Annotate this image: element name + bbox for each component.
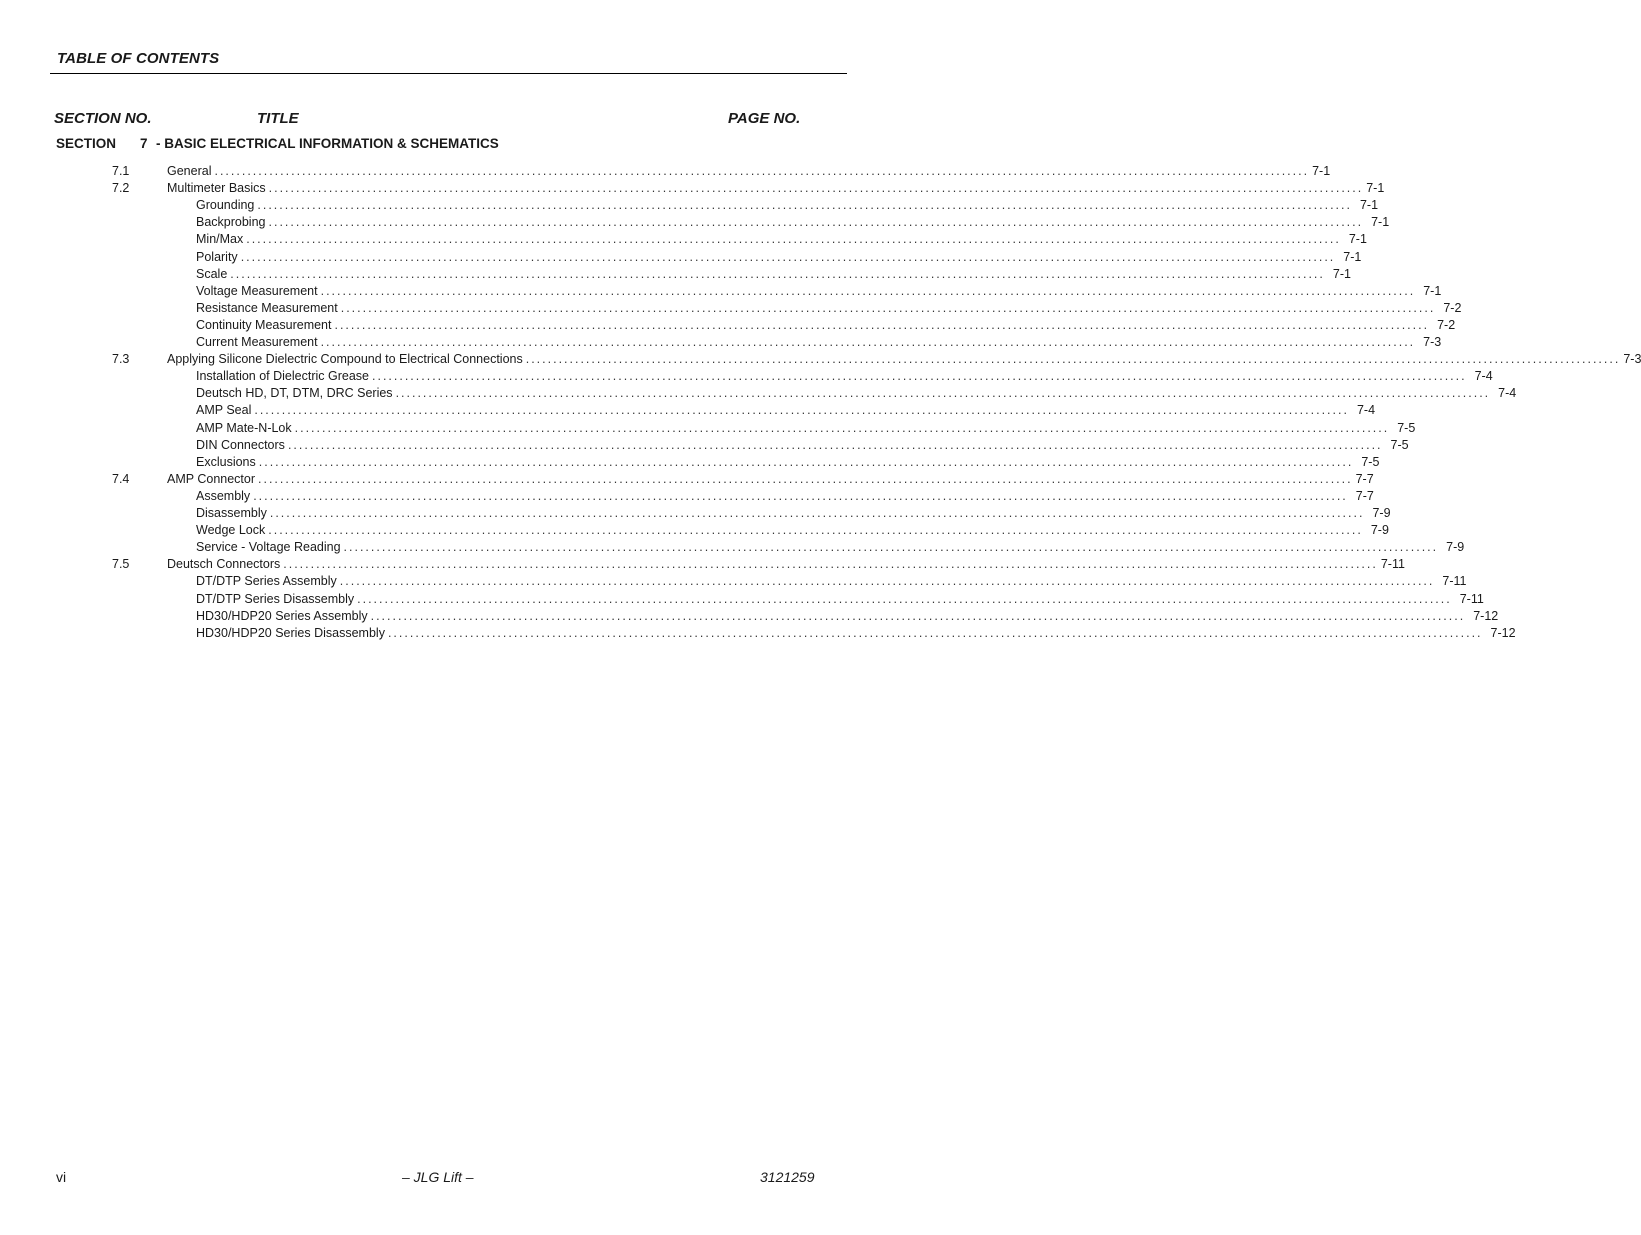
toc-entry-page: 7-7 bbox=[1355, 488, 1374, 503]
toc-entry[interactable] bbox=[196, 505, 1391, 522]
column-heading-title: TITLE bbox=[257, 110, 299, 127]
section-heading bbox=[56, 136, 499, 151]
dot-leader: ........................................................................................................................................................................................................ bbox=[357, 591, 1452, 606]
toc-entry[interactable] bbox=[196, 334, 1442, 351]
toc-entry-title: Grounding bbox=[196, 198, 255, 213]
toc-entry-page: 7-12 bbox=[1490, 625, 1516, 640]
toc-entry-number: 7.2 bbox=[112, 181, 130, 196]
dot-leader: ........................................................................................................................................................................................................ bbox=[283, 557, 1378, 572]
toc-entry-title: Service - Voltage Reading bbox=[196, 540, 341, 555]
footer-page-number: vi bbox=[56, 1169, 67, 1185]
dot-leader: ........................................................................................................................................................................................................ bbox=[240, 249, 1336, 264]
toc-entry-title: Scale bbox=[196, 266, 228, 281]
dot-leader: ........................................................................................................................................................................................................ bbox=[268, 523, 1363, 538]
toc-entry-title: Polarity bbox=[196, 249, 238, 264]
toc-entry-page: 7-11 bbox=[1459, 591, 1484, 606]
toc-entry-title: Assembly bbox=[196, 488, 251, 503]
footer-publisher: – JLG Lift – bbox=[402, 1169, 474, 1185]
toc-entry-title: Backprobing bbox=[196, 215, 266, 230]
toc-entry-page: 7-4 bbox=[1474, 369, 1493, 384]
toc-entry-page: 7-5 bbox=[1397, 420, 1416, 435]
toc-entry[interactable] bbox=[112, 180, 1385, 197]
toc-entry-title: AMP Mate-N-Lok bbox=[196, 420, 292, 435]
toc-entry-title: Resistance Measurement bbox=[196, 300, 338, 315]
toc-entry[interactable] bbox=[196, 608, 1499, 625]
dot-leader: ........................................................................................................................................................................................................ bbox=[258, 471, 1353, 486]
toc-entry-page: 7-1 bbox=[1359, 198, 1379, 213]
dot-leader: ........................................................................................................................................................................................................ bbox=[334, 317, 1430, 332]
dot-leader: ........................................................................................................................................................................................................ bbox=[339, 574, 1435, 589]
toc-entry-page: 7-11 bbox=[1442, 574, 1467, 589]
toc-entry-title: Exclusions bbox=[196, 454, 256, 469]
toc-entry-page: 7-2 bbox=[1437, 317, 1456, 332]
dot-leader: ........................................................................................................................................................................................................ bbox=[269, 506, 1365, 520]
toc-entry-page: 7-9 bbox=[1372, 506, 1391, 520]
toc-entry[interactable] bbox=[196, 488, 1374, 505]
toc-entry-title: Min/Max bbox=[196, 232, 244, 247]
toc-entry-title: DIN Connectors bbox=[196, 437, 285, 452]
dot-leader: ........................................................................................................................................................................................................ bbox=[258, 454, 1354, 469]
toc-entry[interactable] bbox=[196, 454, 1380, 471]
toc-entry[interactable] bbox=[196, 231, 1367, 248]
toc-entry[interactable] bbox=[196, 317, 1456, 334]
dot-leader: ........................................................................................................................................................................................................ bbox=[294, 420, 1390, 435]
toc-entry-page: 7-3 bbox=[1623, 352, 1641, 367]
dot-leader: ........................................................................................................................................................................................................ bbox=[340, 300, 1436, 315]
toc-entry[interactable] bbox=[196, 437, 1409, 454]
toc-entry[interactable] bbox=[196, 385, 1517, 402]
toc-entry-title: Voltage Measurement bbox=[196, 283, 318, 298]
dot-leader: ........................................................................................................................................................................................................ bbox=[254, 403, 1349, 418]
dot-leader: ........................................................................................................................................................................................................ bbox=[370, 608, 1466, 623]
toc-entry-number: 7.1 bbox=[112, 164, 130, 178]
toc-entry-page: 7-9 bbox=[1446, 540, 1465, 555]
toc-entry-page: 7-12 bbox=[1473, 608, 1499, 623]
column-heading-section-no: SECTION NO. bbox=[54, 110, 152, 127]
toc-entry-number: 7.3 bbox=[112, 352, 130, 367]
dot-leader: ........................................................................................................................................................................................................ bbox=[268, 215, 1364, 230]
toc-entry[interactable] bbox=[196, 573, 1467, 590]
toc-entry-title: Multimeter Basics bbox=[167, 181, 266, 196]
dot-leader: ........................................................................................................................................................................................................ bbox=[320, 283, 1416, 298]
toc-entry[interactable] bbox=[196, 214, 1390, 231]
dot-leader: ........................................................................................................................................................................................................ bbox=[387, 625, 1483, 640]
toc-entry-title: AMP Connector bbox=[167, 471, 256, 486]
dot-leader: ........................................................................................................................................................................................................ bbox=[214, 164, 1310, 178]
toc-entry-page: 7-7 bbox=[1355, 471, 1374, 486]
toc-entry-page: 7-1 bbox=[1423, 283, 1442, 298]
toc-entry-title: Deutsch Connectors bbox=[167, 557, 281, 572]
toc-entry-page: 7-2 bbox=[1443, 300, 1462, 315]
toc-entry-title: HD30/HDP20 Series Disassembly bbox=[196, 625, 385, 640]
dot-leader: ........................................................................................................................................................................................................ bbox=[395, 386, 1491, 401]
toc-entry-title: General bbox=[167, 164, 212, 178]
toc-entry[interactable] bbox=[112, 556, 1405, 573]
toc-entry-page: 7-9 bbox=[1370, 523, 1389, 538]
dot-leader: ........................................................................................................................................................................................................ bbox=[230, 266, 1325, 281]
header-rule bbox=[50, 73, 847, 74]
toc-entry[interactable] bbox=[196, 283, 1442, 300]
toc-entry[interactable] bbox=[196, 539, 1465, 556]
toc-entry-number: 7.5 bbox=[112, 557, 130, 572]
toc-entry-page: 7-1 bbox=[1343, 249, 1362, 264]
dot-leader: ........................................................................................................................................................................................................ bbox=[343, 540, 1439, 555]
toc-entry[interactable] bbox=[196, 591, 1484, 608]
toc-entry[interactable] bbox=[196, 266, 1351, 283]
dot-leader: ........................................................................................................................................................................................................ bbox=[525, 352, 1621, 367]
dot-leader: ........................................................................................................................................................................................................ bbox=[320, 335, 1416, 349]
toc-entry-page: 7-4 bbox=[1356, 403, 1376, 418]
section-label: SECTION bbox=[56, 136, 117, 151]
dot-leader: ........................................................................................................................................................................................................ bbox=[372, 369, 1467, 384]
toc-entry-page: 7-11 bbox=[1380, 557, 1405, 572]
toc-entry[interactable] bbox=[196, 420, 1416, 437]
toc-entry-page: 7-4 bbox=[1498, 386, 1517, 401]
toc-entry-title: Installation of Dielectric Grease bbox=[196, 369, 369, 384]
toc-entry[interactable] bbox=[112, 351, 1641, 368]
toc-entry[interactable] bbox=[196, 625, 1516, 642]
toc-entry-title: DT/DTP Series Assembly bbox=[196, 574, 337, 589]
footer-document-number: 3121259 bbox=[760, 1169, 815, 1185]
toc-entry-page: 7-5 bbox=[1361, 454, 1380, 469]
toc-entry-title: AMP Seal bbox=[196, 403, 252, 418]
dot-leader: ........................................................................................................................................................................................................ bbox=[257, 198, 1352, 213]
toc-entry-number: 7.4 bbox=[112, 471, 130, 486]
section-number: 7 bbox=[140, 136, 148, 151]
toc-entry[interactable] bbox=[196, 197, 1379, 214]
page-header-title: TABLE OF CONTENTS bbox=[57, 50, 220, 67]
toc-entry-page: 7-5 bbox=[1390, 437, 1409, 452]
toc-entry-title: Current Measurement bbox=[196, 335, 318, 349]
section-title: - BASIC ELECTRICAL INFORMATION & SCHEMATICS bbox=[156, 136, 499, 151]
toc-entry[interactable] bbox=[196, 522, 1389, 539]
toc-entry[interactable] bbox=[112, 471, 1374, 488]
dot-leader: ........................................................................................................................................................................................................ bbox=[287, 437, 1383, 452]
toc-entry-page: 7-1 bbox=[1366, 181, 1385, 196]
toc-entry-title: HD30/HDP20 Series Assembly bbox=[196, 608, 368, 623]
toc-entry-page: 7-3 bbox=[1423, 335, 1442, 349]
dot-leader: ........................................................................................................................................................................................................ bbox=[246, 232, 1341, 247]
toc-entry-title: Applying Silicone Dielectric Compound to Electrical Connections bbox=[167, 352, 523, 367]
toc-entry-title: Deutsch HD, DT, DTM, DRC Series bbox=[196, 386, 393, 401]
column-heading-page-no: PAGE NO. bbox=[728, 110, 801, 127]
toc-entry[interactable] bbox=[196, 368, 1493, 385]
toc-entry[interactable] bbox=[196, 402, 1376, 419]
dot-leader: ........................................................................................................................................................................................................ bbox=[253, 488, 1348, 503]
toc-entry[interactable] bbox=[112, 163, 1331, 180]
toc-entry-page: 7-1 bbox=[1371, 215, 1390, 230]
toc-entry-page: 7-1 bbox=[1348, 232, 1367, 247]
dot-leader: ........................................................................................................................................................................................................ bbox=[268, 181, 1364, 196]
toc-entry-title: Disassembly bbox=[196, 506, 267, 520]
toc-entry[interactable] bbox=[196, 249, 1362, 266]
toc-entry-title: DT/DTP Series Disassembly bbox=[196, 591, 355, 606]
toc-entry-page: 7-1 bbox=[1332, 266, 1351, 281]
toc-entry-title: Continuity Measurement bbox=[196, 317, 332, 332]
toc-entry-title: Wedge Lock bbox=[196, 523, 266, 538]
toc-entry-page: 7-1 bbox=[1312, 164, 1331, 178]
toc-entry[interactable] bbox=[196, 300, 1462, 317]
